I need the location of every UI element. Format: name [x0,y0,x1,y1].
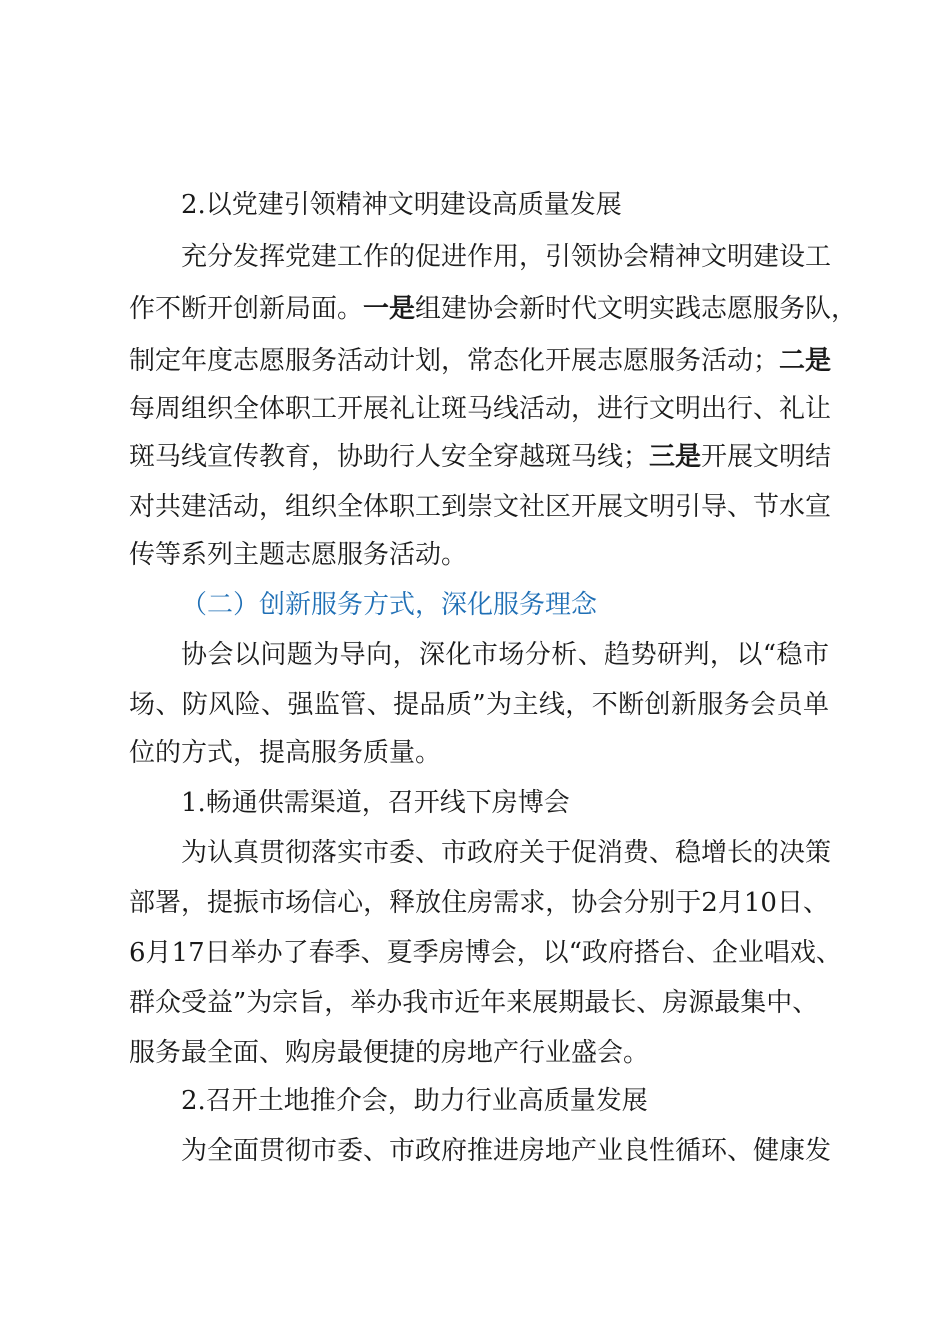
paragraph-line: 场、防风险、强监管、提品质”为主线，不断创新服务会员单 [129,690,829,720]
paragraph-line: 为全面贯彻市委、市政府推进房地产业良性循环、健康发 [181,1136,832,1166]
paragraph-line: 位的方式，提高服务质量。 [129,738,442,768]
emphasis-second: 二是 [779,346,832,376]
emphasis-third: 三是 [649,442,702,472]
subheading-party-building: 2.以党建引领精神文明建设高质量发展 [181,190,622,220]
paragraph-line: 6月17日举办了春季、夏季房博会，以“政府搭台、企业唱戏、 [129,938,842,968]
paragraph-line: 斑马线宣传教育，协助行人安全穿越斑马线；三是开展文明结 [129,442,832,472]
paragraph-line: 制定年度志愿服务活动计划，常态化开展志愿服务活动；二是 [129,346,832,376]
section-title-innovate-service: （二）创新服务方式，深化服务理念 [181,590,598,620]
paragraph-line: 服务最全面、购房最便捷的房地产行业盛会。 [129,1038,650,1068]
emphasis-first: 一是 [363,294,416,324]
paragraph-line: 对共建活动，组织全体职工到崇文社区开展文明引导、节水宣 [129,492,832,522]
paragraph-line: 每周组织全体职工开展礼让斑马线活动，进行文明出行、礼让 [129,394,832,424]
paragraph-line: 传等系列主题志愿服务活动。 [129,540,468,570]
paragraph-line: 协会以问题为导向，深化市场分析、趋势研判，以“稳市 [181,640,829,670]
paragraph-line: 作不断开创新局面。一是组建协会新时代文明实践志愿服务队， [129,294,858,324]
paragraph-line: 充分发挥党建工作的促进作用，引领协会精神文明建设工 [181,242,832,272]
paragraph-line: 群众受益”为宗旨，举办我市近年来展期最长、房源最集中、 [129,988,819,1018]
subheading-housing-expo: 1.畅通供需渠道，召开线下房博会 [181,788,570,818]
paragraph-line: 部署，提振市场信心，释放住房需求，协会分别于2月10日、 [129,888,829,918]
subheading-land-promotion: 2.召开土地推介会，助力行业高质量发展 [181,1086,648,1116]
paragraph-line: 为认真贯彻落实市委、市政府关于促消费、稳增长的决策 [181,838,832,868]
